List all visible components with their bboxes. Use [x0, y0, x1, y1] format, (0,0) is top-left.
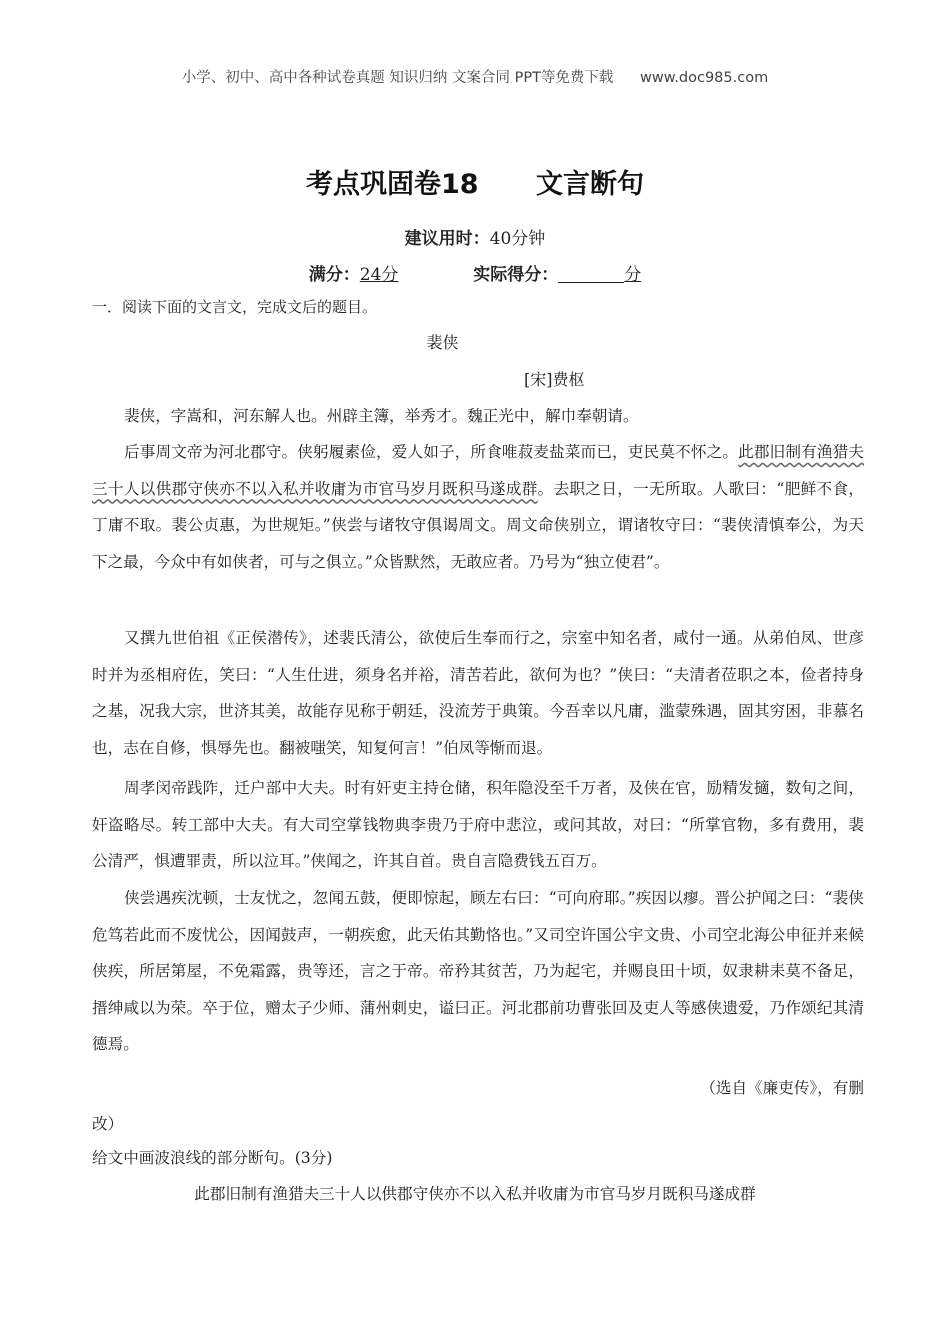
passage-paragraph-5: 侠尝遇疾沈顿，士友忧之，忽闻五鼓，便即惊起，顾左右曰：“可向府耶。”疾因以瘳。晋公护闻之曰：“裴侠危笃若此而不废忧公，因闻鼓声，一朝疾愈，此天佑其勤恪也。”又司空许国公宇文贵、小司空北海公申征并来候侠疾，所居第屋，不免霜露，贵等还，言之于帝。帝矜其贫苦，乃为起宅，并赐良田十顷，奴隶耕耒莫不备足，搢绅咸以为荣。卒于位，赠太子少师、蒲州刺史，谥曰正。河北郡前功曹张回及吏人等感侠遗爱，乃作颂纪其清德焉。 — [92, 889, 864, 1053]
source-note-continued: 改） — [92, 1115, 124, 1133]
passage-author: [宋]费枢 — [524, 370, 585, 389]
source-note: （选自《廉吏传》，有删 — [700, 1079, 864, 1097]
wavy-underlined-text: 此郡旧制有渔猎夫三十人以供郡守侠亦不以入私并收庸为市官马岁月既积马遂成群 — [92, 443, 864, 498]
paragraph-2-text-a: 后事周文帝为河北郡守。侠躬履素俭，爱人如子，所食唯菽麦盐菜而已，吏民莫不怀之。 — [124, 443, 739, 461]
passage-paragraph-4: 周孝闵帝践阼，迁户部中大夫。时有奸吏主持仓储，积年隐没至千万者，及侠在官，励精发擿，数旬之间，奸盗略尽。转工部中大夫。有大司空掌钱物典李贵乃于府中悲泣，或问其故，对曰：“所掌官物，多有费用，裴公清严，惧遭罪责，所以泣耳。”侠闻之，许其自首。贵自言隐费钱五百万。 — [92, 779, 864, 870]
page-header — [0, 66, 950, 87]
header-url[interactable]: www.doc985.com — [640, 70, 769, 86]
paragraph-2-text-b: 。去职之日，一无所取。人歌曰：“肥鲜不食，丁庸不取。裴公贞惠，为世规矩。”侠尝与诸牧守俱谒周文。周文命侠别立，谓诸牧守曰：“裴侠清慎奉公，为天下之最，今众中有如侠者，可与之俱立。”众皆默然，无敢应者。乃号为“独立使君”。 — [92, 479, 864, 571]
actual-score-blank[interactable] — [558, 266, 624, 283]
actual-score-label: 实际得分： — [473, 265, 559, 285]
passage-title: 裴侠 — [426, 333, 459, 352]
header-text: 小学、初中、高中各种试卷真题 知识归纳 文案合同 PPT等免费下载 — [181, 70, 614, 86]
question-instruction: 一．阅读下面的文言文，完成文后的题目。 — [92, 298, 378, 316]
passage-paragraph-3: 又撰九世伯祖《正侯潜传》，述裴氏清公，欲使后生奉而行之，宗室中知名者，咸付一通。从弟伯凤、世彦时并为丞相府佐，笑曰：“人生仕进，须身名并裕，清苦若此，欲何为也？”侠曰：“夫清者莅职之本，俭者持身之基，况我大宗，世济其美，故能存见称于朝廷，没流芳于典策。今吾幸以凡庸，滥蒙殊遇，固其穷困，非慕名也，志在自修，惧辱先也。翻被嗤笑，知复何言！”伯凤等惭而退。 — [92, 629, 864, 757]
full-score-value: 24分 — [359, 265, 399, 285]
passage-paragraph-2 — [92, 434, 864, 580]
passage-paragraph-1: 裴侠，字嵩和，河东解人也。州辟主簿，举秀才。魏正光中，解巾奉朝请。 — [124, 407, 639, 425]
full-score-label: 满分： — [308, 265, 360, 285]
score-line — [0, 260, 950, 285]
actual-score-unit: 分 — [624, 265, 642, 285]
time-label: 建议用时： — [404, 229, 490, 249]
title-part2: 文言断句 — [535, 169, 644, 200]
task-instruction: 给文中画波浪线的部分断句。(3分) — [92, 1149, 333, 1167]
title-part1: 考点巩固卷18 — [306, 169, 479, 200]
time-value: 40分钟 — [489, 229, 546, 249]
target-sentence: 此郡旧制有渔猎夫三十人以供郡守侠亦不以入私并收庸为市官马岁月既积马遂成群 — [194, 1185, 756, 1203]
page-title — [0, 162, 950, 201]
suggested-time — [0, 224, 950, 249]
